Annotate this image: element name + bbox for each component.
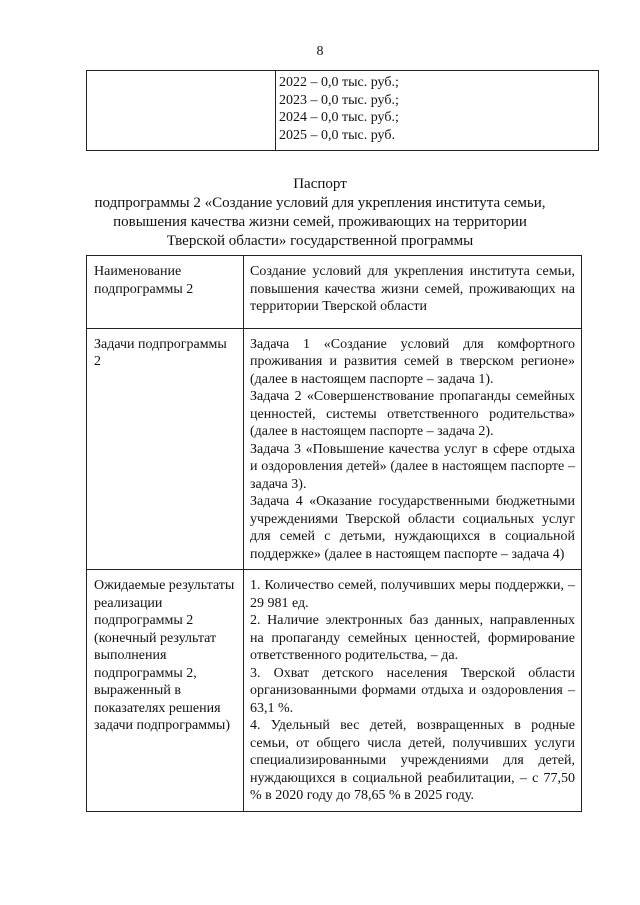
table-row <box>87 71 599 151</box>
funding-label-cell <box>87 71 276 151</box>
table-row-results <box>87 570 582 812</box>
funding-line-2023: 2023 – 0,0 тыс. руб.; <box>279 92 399 108</box>
task-1-text: Задача 1 «Создание условий для комфортного проживания и развития семей в тверском регионе» (далее в настоящем паспорте – задача 1). <box>250 336 575 387</box>
task-4-text: Задача 4 «Оказание государственными бюджетными учреждениями Тверской области социальных услуг для семей с детьми, нуждающихся в социальной поддержке» (далее в настоящем паспорте – задача 4) <box>250 494 575 562</box>
subprogram-name-text: Создание условий для укрепления института семьи, повышения качества жизни семей, проживающих на территории Тверской области <box>250 264 575 314</box>
result-1-text: 1. Количество семей, получивших меры поддержки, – 29 981 ед. <box>250 578 575 611</box>
heading-line: повышения качества жизни семей, проживающих на территории <box>113 214 527 230</box>
result-2-text: 2. Наличие электронных баз данных, направленных на пропаганду семейных ценностей, формирование ответственного родительства, – да. <box>250 613 575 663</box>
row-label: Ожидаемые результаты реализации подпрограммы 2 (конечный результат выполнения подпрограммы 2, выраженный в показателях решения задачи подпрограммы) <box>87 570 244 812</box>
passport-table <box>86 255 582 812</box>
result-4-text: 4. Удельный вес детей, возвращенных в родные семьи, от общего числа детей, получивших услуги специализированными учреждениями для детей, нуждающихся в социальной реабилитации, – с 77,50 % в 2020 году до 78,65 % в 2025 году. <box>250 718 575 803</box>
result-3-text: 3. Охват детского населения Тверской области организованными формами отдыха и оздоровления – 63,1 %. <box>250 665 575 716</box>
funding-line-2022: 2022 – 0,0 тыс. руб.; <box>279 75 399 90</box>
page-number: 8 <box>316 44 324 59</box>
heading-title: Паспорт <box>293 176 347 192</box>
row-label: Наименование подпрограммы 2 <box>87 256 244 329</box>
task-3-text: Задача 3 «Повышение качества услуг в сфере отдыха и оздоровления детей» (далее в настоящем паспорте – задача 3). <box>250 441 575 492</box>
passport-heading <box>60 175 580 251</box>
row-label: Задачи подпрограммы 2 <box>87 328 244 570</box>
heading-line: Тверской области» государственной программы <box>166 233 474 249</box>
funding-line-2025: 2025 – 0,0 тыс. руб. <box>279 127 395 143</box>
task-2-text: Задача 2 «Совершенствование пропаганды семейных ценностей, системы ответственного родительства» (далее в настоящем паспорте – задача 2). <box>250 389 575 439</box>
funding-table <box>86 70 599 151</box>
table-row-name <box>87 256 582 329</box>
row-content <box>244 328 582 570</box>
table-row-tasks <box>87 328 582 570</box>
funding-values-cell <box>276 71 599 151</box>
row-content <box>244 256 582 329</box>
row-content <box>244 570 582 812</box>
heading-line: подпрограммы 2 «Создание условий для укрепления института семьи, <box>94 195 546 211</box>
funding-line-2024: 2024 – 0,0 тыс. руб.; <box>279 110 399 125</box>
